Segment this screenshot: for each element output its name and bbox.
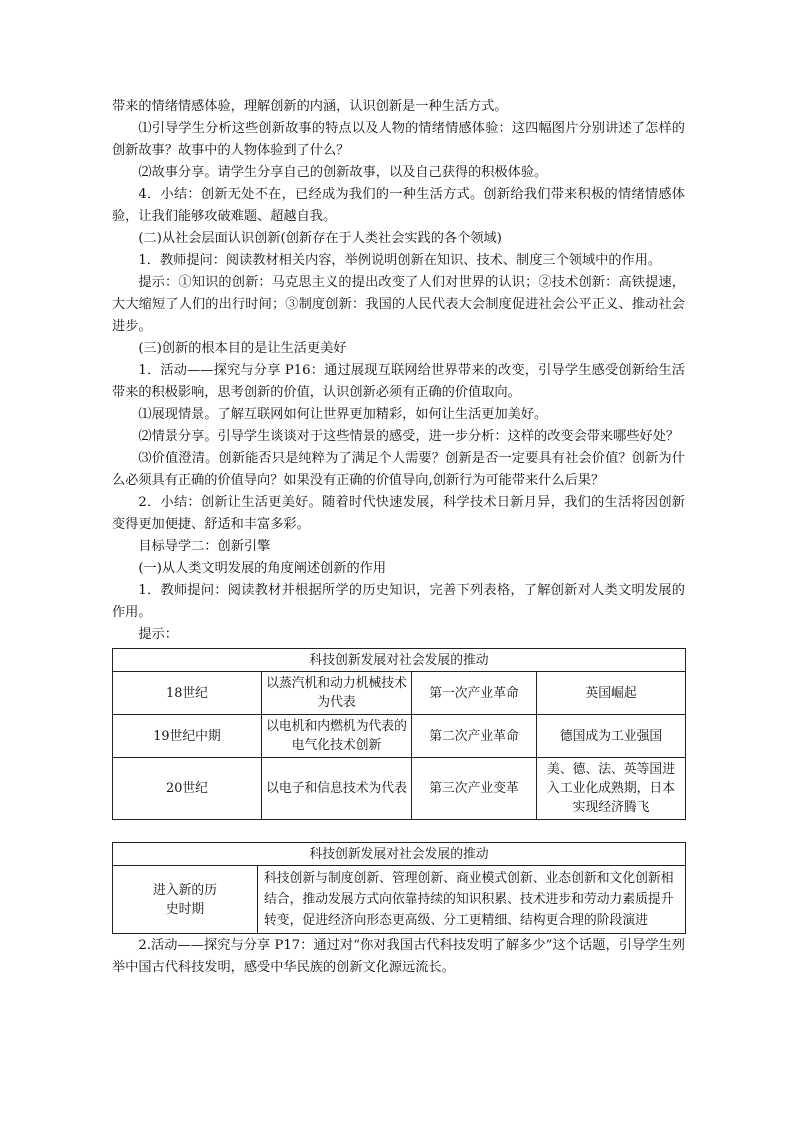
table-title-row — [113, 843, 686, 866]
table-cell-technology: 以电子和信息技术为代表 — [262, 758, 412, 820]
section-heading-2: (二)从社会层面认识创新(创新存在于人类社会实践的各个领域) — [138, 231, 502, 246]
tech-innovation-table — [112, 648, 686, 820]
table-title-row — [113, 649, 686, 672]
table-cell-result: 德国成为工业强国 — [537, 715, 686, 758]
table-row — [113, 866, 686, 934]
table-row — [113, 715, 686, 758]
table-cell-technology: 以蒸汽机和动力机械技术为代表 — [262, 672, 412, 715]
table-title: 科技创新发展对社会发展的推动 — [113, 843, 686, 866]
table-cell-revolution: 第一次产业革命 — [412, 672, 537, 715]
table-cell-result: 英国崛起 — [537, 672, 686, 715]
table-cell-result: 美、德、法、英等国进入工业化成熟期，日本实现经济腾飞 — [537, 758, 686, 820]
section-heading-civilization: (一)从人类文明发展的角度阐述创新的作用 — [138, 561, 387, 576]
paragraph-value-clarify: ⑶价值澄清。创新能否只是纯粹为了满足个人需要？创新是否一定要具有社会价值？创新为什么必须具有正确的价值导向？如果没有正确的价值导向,创新行为可能带来什么后果？ — [112, 451, 685, 488]
table-title: 科技创新发展对社会发展的推动 — [113, 649, 686, 672]
paragraph-step-2: ⑵故事分享。请学生分享自己的创新故事，以及自己获得的积极体验。 — [138, 165, 548, 180]
table-cell-technology: 以电机和内燃机为代表的电气化技术创新 — [262, 715, 412, 758]
table-cell-revolution: 第三次产业变革 — [412, 758, 537, 820]
paragraph-hint: 提示：①知识的创新：马克思主义的提出改变了人们对世界的认识；②技术创新：高铁提速，大大缩短了人们的出行时间；③制度创新：我国的人民代表大会制度促进社会公平正义、推动社会进步。 — [112, 275, 685, 334]
new-era-table — [112, 842, 686, 934]
paragraph-hint-label: 提示： — [138, 627, 178, 642]
paragraph-scene-show: ⑴展现情景。了解互联网如何让世界更加精彩，如何让生活更加美好。 — [138, 407, 548, 422]
paragraph-scene-share: ⑵情景分享。引导学生谈谈对于这些情景的感受，进一步分析：这样的改变会带来哪些好处？ — [138, 429, 680, 444]
goal-heading-2: 目标导学二：创新引擎 — [138, 539, 271, 554]
table-cell-revolution: 第二次产业革命 — [412, 715, 537, 758]
table-cell-period: 进入新的历史时期 — [113, 866, 258, 934]
table-cell-era: 20世纪 — [113, 758, 262, 820]
table-row — [113, 758, 686, 820]
paragraph-summary-4: 4．小结：创新无处不在，已经成为我们的一种生活方式。创新给我们带来积极的情绪情感体验，让我们能够攻破难题、超越自我。 — [112, 187, 685, 224]
table-cell-era: 19世纪中期 — [113, 715, 262, 758]
paragraph-teacher-question: 1．教师提问：阅读教材相关内容，举例说明创新在知识、技术、制度三个领域中的作用。 — [138, 253, 662, 268]
paragraph-activity-p17: 2.活动——探究与分享 P17：通过对“你对我国古代科技发明了解多少”这个话题，引导学生列举中国古代科技发明，感受中华民族的创新文化源远流长。 — [112, 938, 685, 975]
table-row — [113, 672, 686, 715]
table-cell-description: 科技创新与制度创新、管理创新、商业模式创新、业态创新和文化创新相结合，推动发展方式向依靠持续的知识积累、技术进步和劳动力素质提升转变，促进经济向形态更高级、分工更精细、结构更合理的阶段演进 — [258, 866, 686, 934]
document-page — [112, 96, 685, 979]
paragraph-activity-p16: 1．活动——探究与分享 P16：通过展现互联网给世界带来的改变，引导学生感受创新给生活带来的积极影响，思考创新的价值，认识创新必须有正确的价值取向。 — [112, 363, 685, 400]
paragraph-step-1: ⑴引导学生分析这些创新故事的特点以及人物的情绪情感体验：这四幅图片分别讲述了怎样的创新故事？故事中的人物体验到了什么？ — [112, 121, 685, 158]
paragraph-summary-2: 2．小结：创新让生活更美好。随着时代快速发展，科学技术日新月异，我们的生活将因创新变得更加便捷、舒适和丰富多彩。 — [112, 495, 685, 532]
table-cell-era: 18世纪 — [113, 672, 262, 715]
section-heading-3: (三)创新的根本目的是让生活更美好 — [138, 341, 347, 356]
paragraph-intro-end: 带来的情绪情感体验，理解创新的内涵，认识创新是一种生活方式。 — [112, 99, 508, 114]
paragraph-teacher-question-table: 1．教师提问：阅读教材并根据所学的历史知识，完善下列表格，了解创新对人类文明发展的作用。 — [112, 583, 685, 620]
